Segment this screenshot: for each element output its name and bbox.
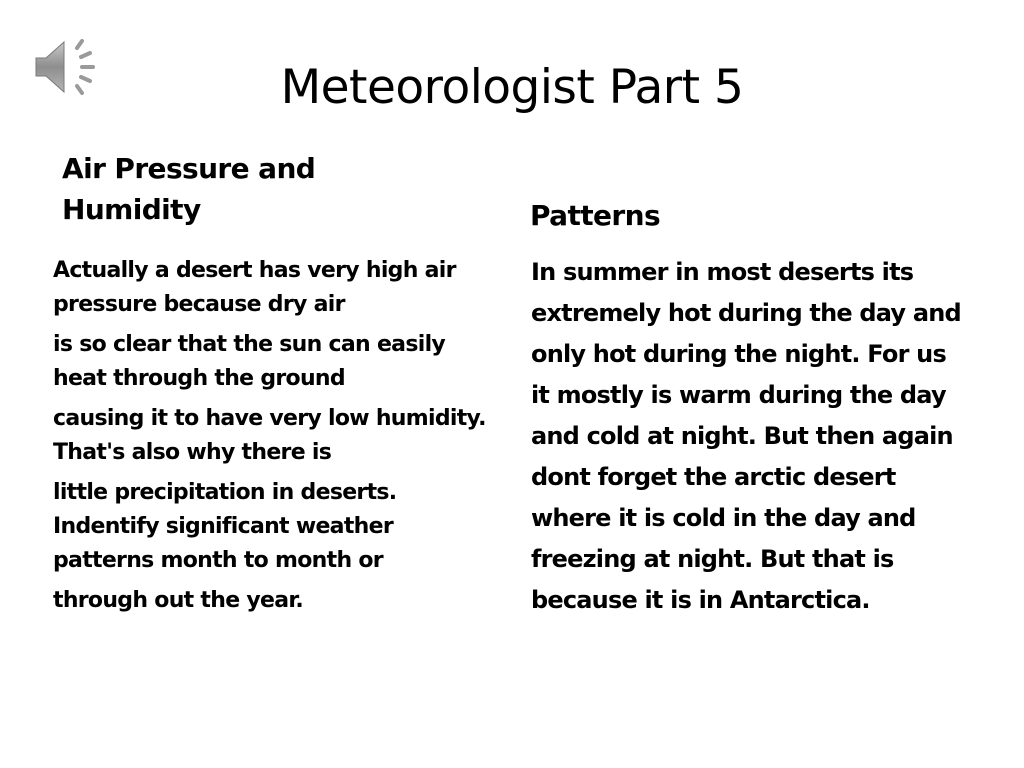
left-paragraph: little precipitation in deserts. Indentify significant weather patterns month to month or [53, 480, 397, 573]
left-paragraph: Actually a desert has very high air pressure because dry air [53, 258, 456, 317]
slide-title: Meteorologist Part 5 [280, 60, 744, 115]
right-column-body [531, 252, 971, 621]
left-column-heading: Air Pressure and Humidity [62, 152, 316, 226]
right-paragraph: In summer in most deserts its extremely hot during the day and only hot during the night. For us it mostly is warm during the day and cold at night. But then again dont forget the arctic desert where it is cold in the day and freezing at night. But that is because it is in Antarctica. [531, 258, 961, 614]
right-column-heading: Patterns [530, 199, 661, 232]
left-paragraph: through out the year. [53, 588, 304, 613]
left-paragraph: is so clear that the sun can easily heat through the ground [53, 332, 446, 391]
left-paragraph: causing it to have very low humidity. That's also why there is [53, 406, 486, 465]
left-column-body [53, 254, 488, 624]
